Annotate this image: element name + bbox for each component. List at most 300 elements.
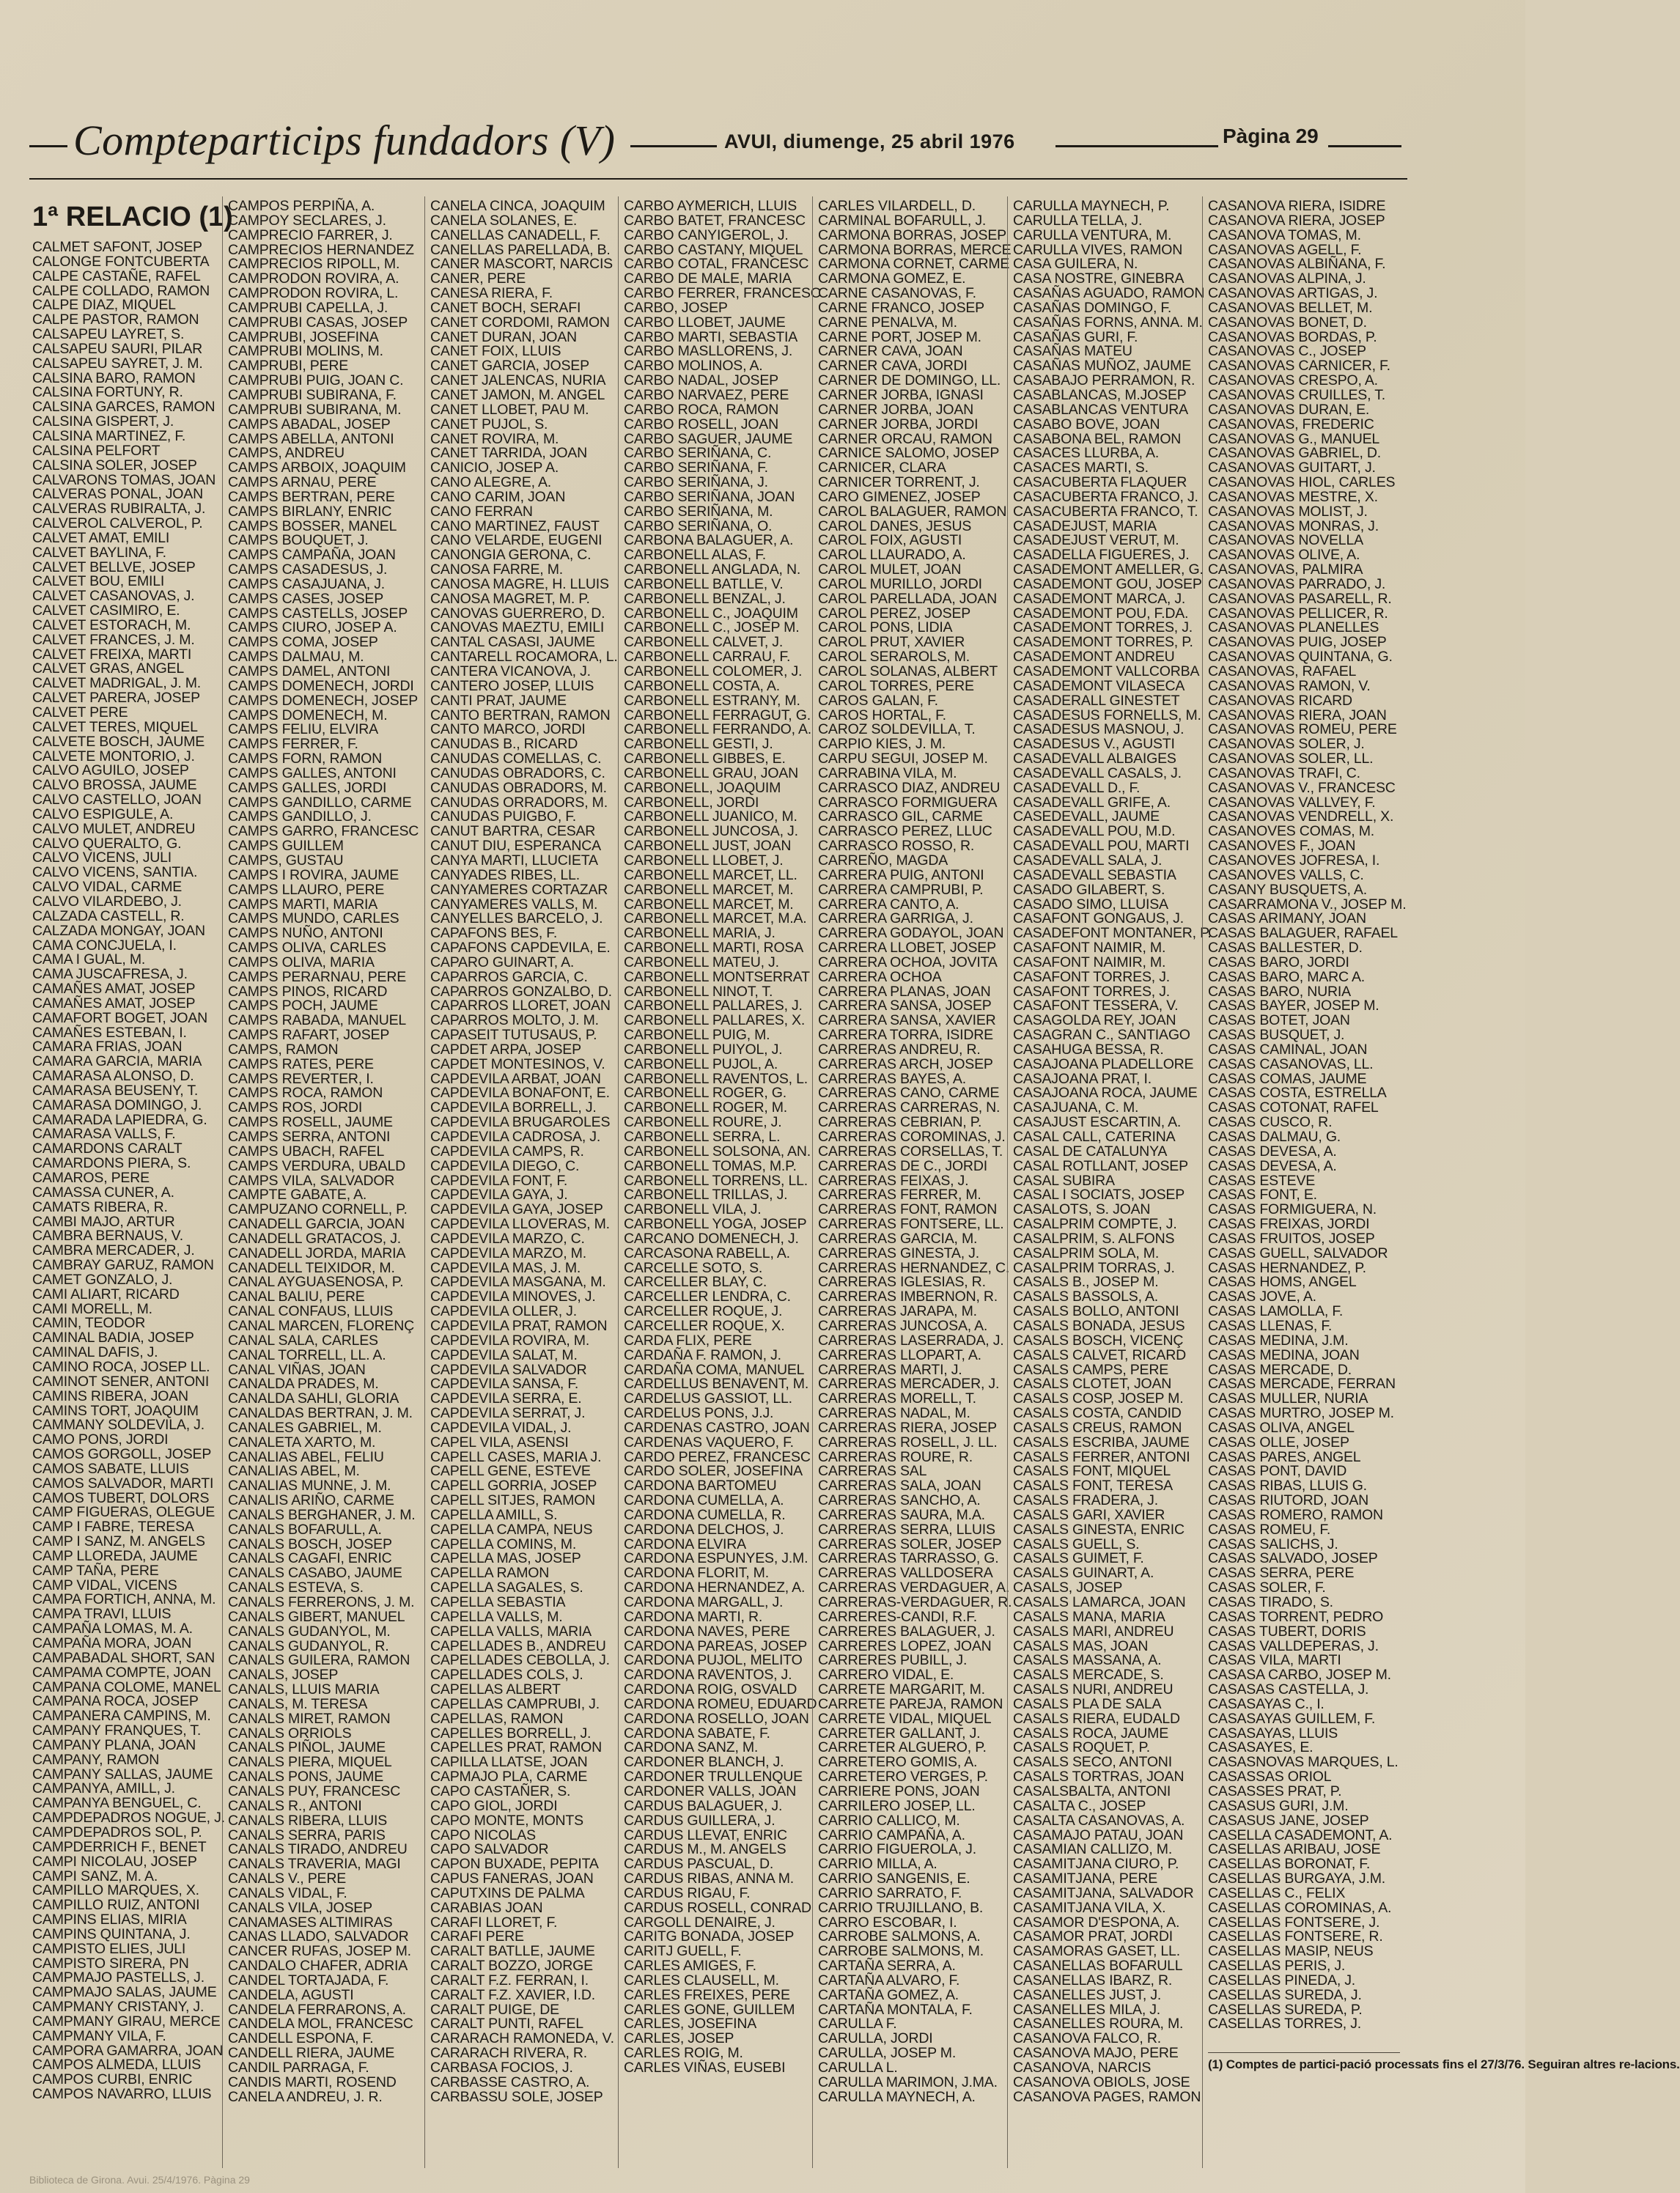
list-item: CARBONELL C., JOSEP M. [624, 619, 800, 636]
list-item: CASELLAS FONTSERE, J. [1208, 1914, 1380, 1931]
name-column-2 [228, 199, 420, 2105]
list-item: CARBASA FOCIOS, J. [430, 2060, 573, 2076]
list-item: CAMP TAÑA, PERE [32, 1562, 159, 1579]
list-item: CARBONELL LLOBET, J. [624, 852, 784, 869]
list-item: CASANOVAS AGELL, F. [1208, 241, 1362, 258]
list-item: CANOSA MAGRE, H. LLUIS [430, 575, 609, 592]
list-item: CAMA I GUAL, M. [32, 951, 146, 968]
list-item: CAMPRODON ROVIRA, L. [228, 285, 399, 302]
list-item: CASASSES PRAT, P. [1208, 1783, 1342, 1799]
list-item: CASASAYAS C., I. [1208, 1695, 1325, 1712]
list-item: CAPELLADES CEBOLLA, J. [430, 1652, 610, 1669]
list-item: CANAL VIÑAS, JOAN [228, 1361, 366, 1378]
list-item: CASACUBERTA FRANCO, T. [1013, 503, 1198, 520]
list-item: CASAHUGA BESSA, R. [1013, 1041, 1164, 1058]
list-item: CASANOVAS SOLER, J. [1208, 736, 1365, 753]
list-item: CALVET AMAT, EMILI [32, 529, 170, 546]
list-item: CASAÑAS DOMINGO, F. [1013, 299, 1172, 316]
list-item: CARBONELL MATEU, J. [624, 954, 779, 970]
list-item: CASADO SIMO, LLUISA [1013, 896, 1168, 913]
list-item: CALVET BELLVE, JOSEP [32, 559, 196, 575]
list-item: CASANOVAS SOLER, LL. [1208, 751, 1374, 767]
list-item: CAMPS UBACH, RAFEL [228, 1143, 385, 1160]
list-item: CARDONER TRULLENQUE [624, 1769, 803, 1785]
list-item: CASAS TORRENT, PEDRO [1208, 1608, 1384, 1625]
list-item: CAPDEVILA CADROSA, J. [430, 1129, 601, 1145]
list-item: CASABONA BEL, RAMON [1013, 430, 1182, 447]
list-item: CASANOVAS MESTRE, X. [1208, 488, 1378, 505]
list-item: CARLES, JOSEP [624, 2030, 734, 2047]
list-item: CARRERA LLOBET, JOSEP [818, 940, 996, 957]
list-item: CASALS BASSOLS, A. [1013, 1289, 1158, 1305]
list-item: CASALPRIM SOLA, M. [1013, 1245, 1160, 1261]
list-item: CASAS HERNANDEZ, P. [1208, 1259, 1366, 1276]
list-item: CARRETERO VERGES, P. [818, 1769, 988, 1785]
list-item: CASAMITJANA VILA, X. [1013, 1899, 1166, 1916]
list-item: CALPE PASTOR, RAMON [32, 312, 199, 328]
list-item: CAMPRUBI, JOSEFINA [228, 328, 379, 345]
list-item: CARRERA OCHOA, JOVITA [818, 954, 998, 970]
list-item: CASAÑAS MUÑOZ, JAUME [1013, 358, 1192, 375]
list-item: CAMPAMA COMPTE, JOAN [32, 1664, 211, 1681]
list-item: CARRERAS COROMINAS, J. [818, 1129, 1006, 1145]
list-item: CARDAÑA COMA, MANUEL [624, 1361, 805, 1378]
list-item: CAMPISTO SIRERA, PN [32, 1955, 189, 1972]
list-item: CAMP VIDAL, VICENS [32, 1577, 177, 1593]
list-item: CAMPS DOMENECH, JORDI [228, 677, 414, 694]
list-item: CALSINA BARO, RAMON [32, 369, 196, 386]
list-item: CALVO AGUILO, JOSEP [32, 762, 189, 779]
list-item: CARRERAS ROSELL, J. LL. [818, 1434, 998, 1451]
list-item: CARABIAS JOAN [430, 1899, 543, 1916]
list-item: CAMPMANY CRISTANY, J. [32, 1999, 205, 2016]
list-item: CARBONELL COLOMER, J. [624, 663, 803, 679]
list-item: CAMPS, RAMON [228, 1041, 339, 1058]
list-item: CAMPILLO MARQUES, X. [32, 1882, 199, 1899]
list-item: CANALS, JOSEP [228, 1667, 339, 1684]
list-item: CAMP I SANZ, M. ANGELS [32, 1533, 205, 1550]
list-item: CARBONELL ROURE, J. [624, 1114, 782, 1131]
list-item: CAMPANYA, AMILL, J. [32, 1780, 175, 1797]
name-column-6 [1013, 198, 1212, 2105]
list-item: CALVO VICENS, SANTIA. [32, 864, 198, 881]
list-item: CANAMASES ALTIMIRAS [228, 1914, 393, 1931]
list-item: CARDONA PUJOL, MELITO [624, 1652, 803, 1669]
list-item: CARCELLER LENDRA, C. [624, 1289, 791, 1305]
list-item: CARITJ GUELL, F. [624, 1943, 742, 1960]
list-item: CAROL FOIX, AGUSTI [818, 532, 962, 549]
list-item: CARRERAS GINESTA, J. [818, 1245, 979, 1261]
list-item: CARRERAS CARRERAS, N. [818, 1099, 1001, 1116]
list-item: CANDELA MOL, FRANCESC [228, 2016, 413, 2032]
list-item: CARBO FERRER, FRANCESC [624, 285, 821, 302]
list-item: CASAJOANA PLADELLORE [1013, 1055, 1194, 1072]
list-item: CAROL BALAGUER, RAMON [818, 503, 1007, 520]
list-item: CASAS BALLESTER, D. [1208, 940, 1363, 957]
page-title: Compteparticips fundadors (V) [73, 117, 616, 164]
list-item: CARRERA TORRA, ISIDRE [818, 1027, 993, 1044]
list-item: CAMPDEPADROS NOGUE, J. [32, 1810, 225, 1827]
list-item: CARRERAS VERDAGUER, A. [818, 1580, 1010, 1596]
list-item: CANOSA MAGRET, M. P. [430, 590, 590, 607]
list-item: CASABAJO PERRAMON, R. [1013, 372, 1195, 389]
list-item: CASALSBALTA, ANTONI [1013, 1783, 1171, 1799]
list-item: CASASSAS ORIOL [1208, 1769, 1332, 1785]
list-item: CARLES ROIG, M. [624, 2045, 743, 2062]
list-item: CAMPANY PLANA, JOAN [32, 1736, 196, 1753]
list-item: CAMASSA CUNER, A. [32, 1184, 174, 1201]
list-item: CASELLAS PINEDA, J. [1208, 1972, 1356, 1989]
list-item: CANALS MIRET, RAMON [228, 1710, 391, 1727]
list-item: CASANOVAS CARNICER, F. [1208, 358, 1390, 375]
list-item: CASANELLES MILA, J. [1013, 2001, 1161, 2018]
list-item: CAPAFONS BES, F. [430, 925, 558, 942]
list-item: CANALS, M. TERESA [228, 1695, 368, 1712]
list-item: CAMARA FRIAS, JOAN [32, 1039, 183, 1055]
list-item: CASALS CLOTET, JOAN [1013, 1376, 1172, 1393]
list-item: CARDELUS GASSIOT, LL. [624, 1390, 792, 1407]
list-item: CALVO VIDAL, CARME [32, 879, 183, 896]
list-item: CAMPS ROSELL, JAUME [228, 1114, 393, 1131]
list-item: CALVET GRAS, ANGEL [32, 660, 185, 677]
list-item: CANAL AYGUASENOSA, P. [228, 1274, 404, 1291]
list-item: CAMPANERA CAMPINS, M. [32, 1708, 211, 1725]
list-item: CARBO LLOBET, JAUME [624, 314, 786, 331]
list-item: CAPDEVILA FONT, F. [430, 1172, 568, 1189]
list-item: CAMPS FORN, RAMON [228, 751, 383, 767]
list-item: CALSINA MARTINEZ, F. [32, 427, 186, 444]
list-item: CASAMIAN CALLIZO, M. [1013, 1841, 1173, 1858]
list-item: CASANOVAS MONRAS, J. [1208, 517, 1379, 534]
list-item: CARREÑO, MAGDA [818, 852, 948, 869]
list-item: CARBO MASLLORENS, J. [624, 343, 793, 360]
list-item: CARBONELL JUNCOSA, J. [624, 823, 798, 840]
list-item: CAMPS VILA, SALVADOR [228, 1172, 395, 1189]
list-item: CARBONELL MARCET, M. [624, 881, 794, 898]
list-item: CARBONELL TORRENS, LL. [624, 1172, 808, 1189]
list-item: CASANOVES VALLS, C. [1208, 866, 1364, 883]
list-item: CASAL DE CATALUNYA [1013, 1143, 1168, 1160]
list-item: CARDONA ROMEU, EDUARD [624, 1695, 817, 1712]
list-item: CASALS B., JOSEP M. [1013, 1274, 1159, 1291]
list-item: CASANY BUSQUETS, A. [1208, 881, 1367, 898]
list-item: CANALIS ARIÑO, CARME [228, 1492, 394, 1509]
list-item: CAPELL CASES, MARIA J. [430, 1448, 602, 1465]
list-item: CARBONA BALAGUER, A. [624, 532, 794, 549]
list-item: CAROL LLAURADO, A. [818, 547, 966, 564]
list-item: CARULLA F. [818, 2016, 897, 2032]
list-item: CAMPS COMA, JOSEP [228, 634, 378, 651]
list-item: CANET CORDOMI, RAMON [430, 314, 610, 331]
list-item: CAMPRUBI MOLINS, M. [228, 343, 383, 360]
list-item: CASANOVAS GABRIEL, D. [1208, 445, 1382, 462]
list-item: CANALDA SAHLI, GLORIA [228, 1390, 399, 1407]
list-item: CASANOVA RIERA, ISIDRE [1208, 198, 1386, 214]
list-item: CAMBRA MERCADER, J. [32, 1242, 195, 1259]
list-item: CAPELLAS CAMPRUBI, J. [430, 1695, 600, 1712]
list-item: CANALS GUDANYOL, R. [228, 1637, 389, 1654]
list-item: CANALS ORRIOLS [228, 1725, 352, 1742]
list-item: CASANOVAS BELLET, M. [1208, 299, 1373, 316]
list-item: CASAMOR PRAT, JORDI [1013, 1928, 1173, 1945]
list-item: CAPO MONTE, MONTS [430, 1812, 583, 1829]
list-item: CALSINA GARCES, RAMON [32, 399, 215, 416]
list-item: CARRASCO DIAZ, ANDREU [818, 779, 1001, 796]
list-item: CASAS MERCADE, FERRAN [1208, 1376, 1396, 1393]
list-item: CASALS ROQUET, P. [1013, 1739, 1150, 1756]
list-item: CASADEMONT VALLCORBA [1013, 663, 1200, 679]
list-item: CASAS MURTRO, JOSEP M. [1208, 1405, 1394, 1422]
list-item: CARBO DE MALE, MARIA [624, 270, 792, 287]
list-item: CARBO CANYIGEROL, J. [624, 226, 789, 243]
list-item: CAMPS ABELLA, ANTONI [228, 430, 394, 447]
list-item: CARRERAS JUNCOSA, A. [818, 1317, 988, 1334]
list-item: CAPELLA CAMPA, NEUS [430, 1521, 593, 1538]
list-item: CAPDEVILA GAYA, JOSEP [430, 1201, 603, 1218]
list-item: CAMPS GARRO, FRANCESC [228, 823, 419, 840]
list-item: CARRETE PAREJA, RAMON [818, 1695, 1003, 1712]
list-item: CARRERAS FERRER, M. [818, 1187, 981, 1204]
list-item: CARRASCO ROSSO, R. [818, 838, 975, 855]
list-item: CAMPS DOMENECH, JOSEP [228, 692, 419, 709]
list-item: CAMP LLOREDA, JAUME [32, 1547, 198, 1564]
list-item: CARBONELL MARCET, M.A. [624, 910, 807, 927]
list-item: CAROL PARELLADA, JOAN [818, 590, 997, 607]
list-item: CAMINS TORT, JOAQUIM [32, 1402, 199, 1419]
list-item: CASALS TORTRAS, JOAN [1013, 1769, 1185, 1785]
list-item: CAMPANY, RAMON [32, 1751, 160, 1768]
list-item: CAPO CASTAÑER, S. [430, 1783, 571, 1799]
list-item: CAMINS RIBERA, JOAN [32, 1387, 188, 1404]
list-item: CARBO SERIÑANA, JOAN [624, 488, 795, 505]
list-item: CARBONELL MARIA, J. [624, 925, 775, 942]
list-item: CASALS COSTA, CANDID [1013, 1405, 1182, 1422]
list-item: CASABO BOVE, JOAN [1013, 416, 1160, 432]
list-item: CAMARA GARCIA, MARIA [32, 1053, 202, 1070]
list-item: CASAÑAS GURI, F. [1013, 328, 1138, 345]
list-item: CASANOVAS GUITART, J. [1208, 460, 1376, 476]
list-item: CARBO MOLINOS, A. [624, 358, 763, 375]
list-item: CARBONELL TOMAS, M.P. [624, 1157, 797, 1174]
list-item: CASANOVAS DURAN, E. [1208, 401, 1370, 418]
list-item: CANALS VIDAL, F. [228, 1884, 347, 1901]
list-item: CALVO QUERALTO, G. [32, 835, 182, 852]
list-item: CAPEL VILA, ASENSI [430, 1434, 569, 1451]
list-item: CALVET BOU, EMILI [32, 573, 165, 590]
list-item: CASALS CALVET, RICARD [1013, 1346, 1187, 1363]
list-item: CARNE PORT, JOSEP M. [818, 328, 981, 345]
list-item: CARRERA PUIG, ANTONI [818, 866, 984, 883]
list-item: CASELLAS SUREDA, J. [1208, 1986, 1362, 2003]
list-item: CAMOS TUBERT, DOLORS [32, 1489, 210, 1506]
list-item: CASAS MEDINA, J.M. [1208, 1332, 1349, 1349]
list-item: CARALT BATLLE, JAUME [430, 1943, 595, 1960]
list-item: CANALS GIBERT, MANUEL [228, 1608, 405, 1625]
list-item: CASALS FRADERA, J. [1013, 1492, 1158, 1509]
list-item: CANYAMERES CORTAZAR [430, 881, 608, 898]
list-item: CARCELLER ROQUE, J. [624, 1303, 783, 1320]
list-item: CAMPAÑA LOMAS, M. A. [32, 1621, 193, 1637]
list-item: CALVARONS TOMAS, JOAN [32, 471, 216, 488]
list-item: CANET JALENCAS, NURIA [430, 372, 606, 389]
list-item: CASAFONT GONGAUS, J. [1013, 910, 1184, 927]
list-item: CASANOVA PAGES, RAMON [1013, 2088, 1201, 2105]
list-item: CANTERO JOSEP, LLUIS [430, 677, 594, 694]
list-item: CANER MASCORT, NARCIS [430, 256, 613, 273]
list-item: CARRERA GARRIGA, J. [818, 910, 973, 927]
list-item: CARITG BONADA, JOSEP [624, 1928, 795, 1945]
list-item: CANALS VILA, JOSEP [228, 1899, 372, 1916]
list-item: CAMOS GORGOLL, JOSEP [32, 1446, 212, 1463]
list-item: CASALS GARI, XAVIER [1013, 1506, 1165, 1523]
list-item: CASANOVAS VALLVEY, F. [1208, 794, 1376, 811]
list-item: CARLES CLAUSELL, M. [624, 1972, 779, 1989]
list-item: CARCASONA RABELL, A. [624, 1245, 790, 1261]
list-item: CASAS TIRADO, S. [1208, 1594, 1333, 1610]
list-item: CAMPANA ROCA, JOSEP [32, 1693, 199, 1710]
list-item: CARULLA MAYNECH, A. [818, 2088, 976, 2105]
list-item: CANET ROVIRA, M. [430, 430, 559, 447]
list-item: CASAS PARES, ANGEL [1208, 1448, 1361, 1465]
list-item: CAMPS CASTELLS, JOSEP [228, 605, 408, 622]
list-item: CANO CARIM, JOAN [430, 488, 566, 505]
list-item: CASAL ROTLLANT, JOSEP [1013, 1157, 1188, 1174]
list-item: CAMARDONS PIERA, S. [32, 1155, 191, 1172]
list-item: CARBONELL PALLARES, J. [624, 998, 803, 1014]
list-item: CARBONELL JUANICO, M. [624, 808, 797, 825]
list-item: CASAS FREIXAS, JORDI [1208, 1216, 1370, 1233]
list-item: CAMMANY SOLDEVILA, J. [32, 1417, 205, 1434]
list-item: CASAS BARO, NURIA [1208, 983, 1351, 1000]
list-item: CANET LLOBET, PAU M. [430, 401, 589, 418]
list-item: CARNER DE DOMINGO, LL. [818, 372, 1001, 389]
list-item: CARBONELL TRILLAS, J. [624, 1187, 788, 1204]
list-item: CARRASCO PEREZ, LLUC [818, 823, 992, 840]
list-item: CASANOVAS, FREDERIC [1208, 416, 1374, 432]
list-item: CASADEVALL POU, MARTI [1013, 838, 1190, 855]
list-item: CAMPISTO ELIES, JULI [32, 1940, 186, 1957]
list-item: CARRERAS BAYES, A. [818, 1070, 966, 1087]
list-item: CASAS GUELL, SALVADOR [1208, 1245, 1388, 1261]
list-item: CARRERAS ARCH, JOSEP [818, 1055, 993, 1072]
list-item: CAMPRUBI CASAS, JOSEP [228, 314, 408, 331]
list-item: CARBONELL ALAS, F. [624, 547, 767, 564]
list-item: CALVO BROSSA, JAUME [32, 777, 197, 794]
list-item: CAMPS OLIVA, MARIA [228, 954, 375, 970]
list-item: CAROL MURILLO, JORDI [818, 575, 982, 592]
list-item: CANALS SERRA, PARIS [228, 1827, 386, 1843]
list-item: CARBO COTAL, FRANCESC [624, 256, 809, 273]
list-item: CALVETE BOSCH, JAUME [32, 733, 205, 750]
list-item: CARMINAL BOFARULL, J. [818, 212, 987, 229]
list-item: CAPDEVILA SERRA, E. [430, 1390, 582, 1407]
list-item: CAPELL SITJES, RAMON [430, 1492, 596, 1509]
list-item: CAPELLA COMINS, M. [430, 1536, 577, 1552]
list-item: CARRERES BALAGUER, J. [818, 1623, 995, 1640]
list-item: CASADESUS FORNELLS, M. [1013, 707, 1201, 723]
list-item: CAMPRUBI SUBIRANA, F. [228, 386, 397, 403]
list-item: CASANOVAS ALBIÑANA, F. [1208, 256, 1386, 273]
list-item: CANET JAMON, M. ANGEL [430, 386, 605, 403]
list-item: CARRERAS IGLESIAS, R. [818, 1274, 986, 1291]
list-item: CAMPANA COLOME, MANEL [32, 1678, 221, 1695]
list-item: CANUDAS OBRADORS, M. [430, 779, 607, 796]
list-item: CALPE COLLADO, RAMON [32, 282, 210, 299]
list-item: CALMET SAFONT, JOSEP [32, 239, 202, 255]
list-item: CAMPS ARNAU, PERE [228, 474, 377, 491]
list-item: CAPMAJO PLA, CARME [430, 1769, 588, 1785]
list-item: CANALS R., ANTONI [228, 1797, 362, 1814]
list-item: CARNE PENALVA, M. [818, 314, 957, 331]
list-item: CASAS SOLER, F. [1208, 1580, 1326, 1596]
list-item: CARRERAS MORELL, T. [818, 1390, 976, 1407]
list-item: CANUDAS PUIGBO, F. [430, 808, 577, 825]
list-item: CARRIERE PONS, JOAN [818, 1783, 980, 1799]
list-item: CAMP I FABRE, TERESA [32, 1519, 194, 1536]
list-item: CARULLA, JOSEP M. [818, 2045, 957, 2062]
name-column-4 [624, 198, 821, 2076]
list-item: CASALS MERCADE, S. [1013, 1667, 1164, 1684]
list-item: CANELA SOLANES, E. [430, 212, 578, 229]
list-item: CAPDEVILA BONAFONT, E. [430, 1085, 610, 1102]
list-item: CASALS ROCA, JAUME [1013, 1725, 1169, 1742]
list-item: CAMPRODON ROVIRA, A. [228, 270, 399, 287]
list-item: CARBONELL FERRAGUT, G. [624, 707, 811, 723]
list-item: CASAS OLLE, JOSEP [1208, 1434, 1349, 1451]
list-item: CAPON BUXADE, PEPITA [430, 1856, 599, 1873]
list-item: CASANELLAS BOFARULL [1013, 1958, 1183, 1975]
list-item: CARBO NADAL, JOSEP [624, 372, 778, 389]
list-item: CANTERA VICANOVA, J. [430, 663, 591, 679]
list-item: CAMPS POCH, JAUME [228, 998, 378, 1014]
list-item: CAMOS SALVADOR, MARTI [32, 1475, 214, 1492]
list-item: CASEDEVALL, JAUME [1013, 808, 1160, 825]
list-item: CANALS GUILERA, RAMON [228, 1652, 410, 1669]
list-item: CASANOVAS PASARELL, R. [1208, 590, 1392, 607]
list-item: CAPO NICOLAS [430, 1827, 536, 1843]
list-item: CASADEMONT MARCA, J. [1013, 590, 1186, 607]
list-item: CARBO ROSELL, JOAN [624, 416, 778, 432]
list-item: CASAS BUSQUET, J. [1208, 1027, 1345, 1044]
list-item: CARRERAS DE C., JORDI [818, 1157, 987, 1174]
list-item: CANAL SALA, CARLES [228, 1332, 378, 1349]
list-item: CASAS VILA, MARTI [1208, 1652, 1341, 1669]
list-item: CASANOVAS PLANELLES [1208, 619, 1379, 636]
list-item: CAMPOS NAVARRO, LLUIS [32, 2086, 212, 2103]
list-item: CAMO PONS, JORDI [32, 1431, 169, 1448]
name-column-7 [1208, 198, 1680, 2072]
list-item: CASANOVA MAJO, PERE [1013, 2045, 1179, 2062]
list-item: CAROZ SOLDEVILLA, T. [818, 721, 976, 738]
list-item: CASALPRIM TORRAS, J. [1013, 1259, 1175, 1276]
list-item: CALVET FREIXA, MARTI [32, 646, 192, 663]
list-item: CASASUS JANE, JOSEP [1208, 1812, 1369, 1829]
list-item: CARRERAS LLOPART, A. [818, 1346, 981, 1363]
list-item: CARLES AMIGES, F. [624, 1958, 756, 1975]
list-item: CARBONELL BENZAL, J. [624, 590, 786, 607]
list-item: CARNE FRANCO, JOSEP [818, 299, 984, 316]
list-item: CARBONELL YOGA, JOSEP [624, 1216, 807, 1233]
list-item: CARNE CASANOVAS, F. [818, 285, 976, 302]
list-item: CARDELUS PONS, J.J. [624, 1405, 774, 1422]
list-item: CAPDET MONTESINOS, V. [430, 1055, 605, 1072]
list-item: CASAL I SOCIATS, JOSEP [1013, 1187, 1185, 1204]
list-item: CARBONELL, JOAQUIM [624, 779, 781, 796]
list-item: CARALT F.Z. XAVIER, I.D. [430, 1986, 595, 2003]
list-item: CASALTA C., JOSEP [1013, 1797, 1146, 1814]
list-item: CAMPS REVERTER, I. [228, 1070, 374, 1087]
list-item: CASANOVAS ROMEU, PERE [1208, 721, 1397, 738]
